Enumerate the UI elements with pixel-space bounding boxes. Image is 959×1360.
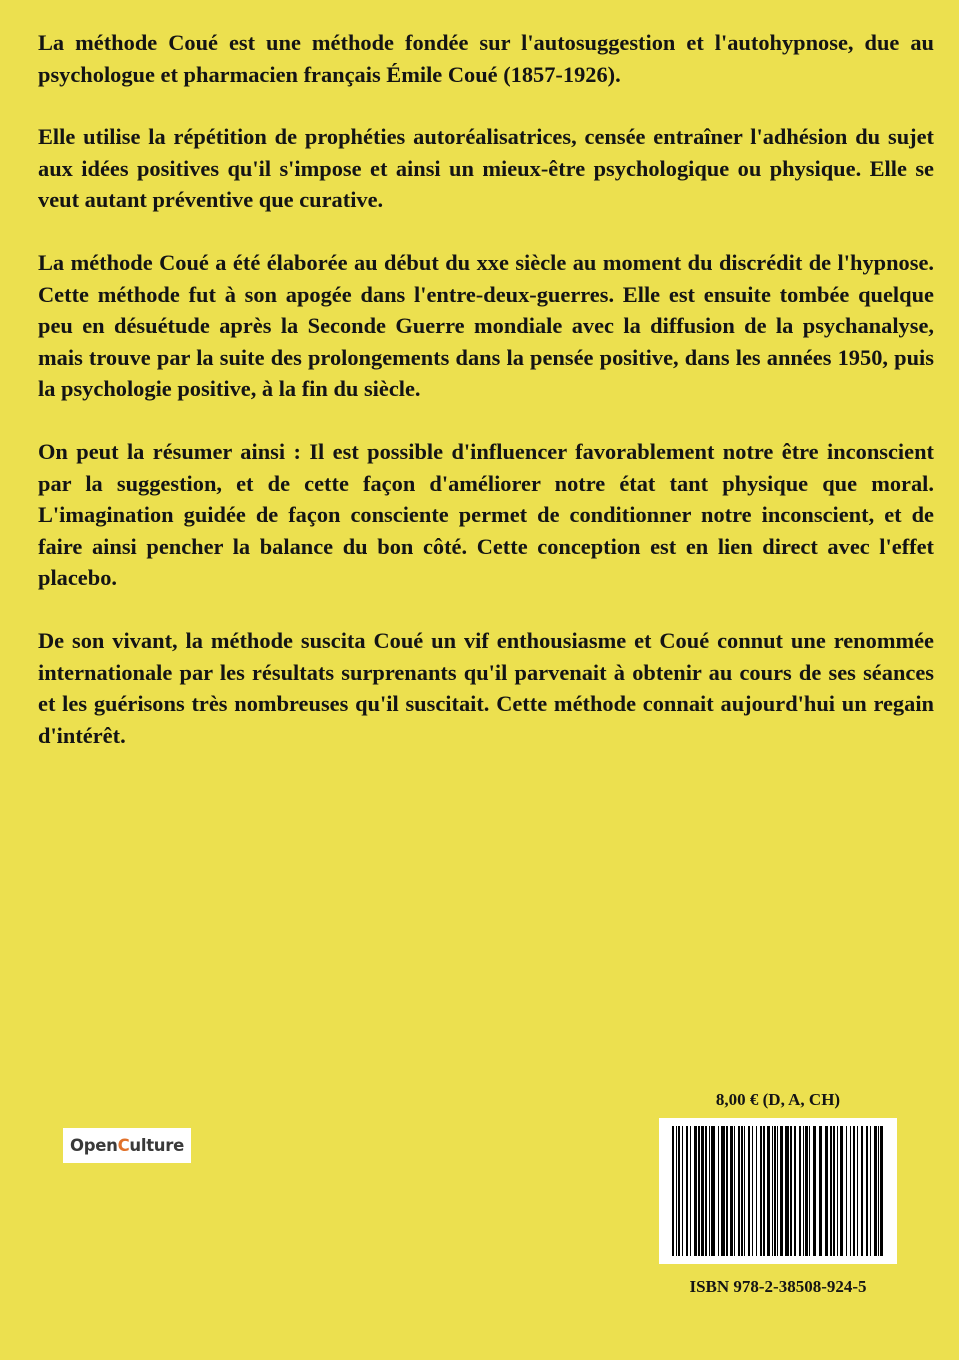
barcode-bars-icon <box>672 1126 884 1256</box>
logo-text-ulture: ulture <box>129 1136 184 1155</box>
logo-text-open: Open <box>70 1136 118 1155</box>
paragraph-5: De son vivant, la méthode suscita Coué un vif enthousiasme et Coué connut une renommée internationale par les résultats surprenants qu'il parvenait à obtenir au cours de ses séances et les guérisons très nombreuses qu'il suscitait. Cette méthode connait aujourd'hui un regain d'intérêt. <box>38 627 934 748</box>
back-cover-text <box>38 27 934 782</box>
paragraph-4: On peut la résumer ainsi : Il est possible d'influencer favorablement notre être inconscient par la suggestion, et de cette façon d'améliorer notre état tant physique que moral. L'imagination guidée de façon consciente permet de conditionner notre inconscient, et de faire ainsi pencher la balance du bon côté. Cette conception est en lien direct avec l'effet placebo. <box>38 438 934 591</box>
price-label: 8,00 € (D, A, CH) <box>715 1090 841 1109</box>
paragraph-1: La méthode Coué est une méthode fondée sur l'autosuggestion et l'autohypnose, due au psychologue et pharmacien français Émile Coué (1857-1926). <box>38 30 934 87</box>
publisher-logo <box>63 1128 191 1163</box>
paragraph-3: La méthode Coué a été élaborée au début du xxe siècle au moment du discrédit de l'hypnose. Cette méthode fut à son apogée dans l'entre-deux-guerres. Elle est ensuite tombée quelque peu en désuétude après la Seconde Guerre mondiale avec la diffusion de la psychanalyse, mais trouve par la suite des prolongements dans la pensée positive, dans les années 1950, puis la psychologie positive, à la fin du siècle. <box>38 249 934 402</box>
paragraph-2: Elle utilise la répétition de prophéties autoréalisatrices, censée entraîner l'adhésion du sujet aux idées positives qu'il s'impose et ainsi un mieux-être psychologique ou physique. Elle se veut autant préventive que curative. <box>38 124 934 213</box>
barcode <box>659 1118 897 1264</box>
isbn-label: ISBN 978-2-38508-924-5 <box>689 1277 867 1296</box>
logo-text-c: C <box>117 1136 130 1155</box>
